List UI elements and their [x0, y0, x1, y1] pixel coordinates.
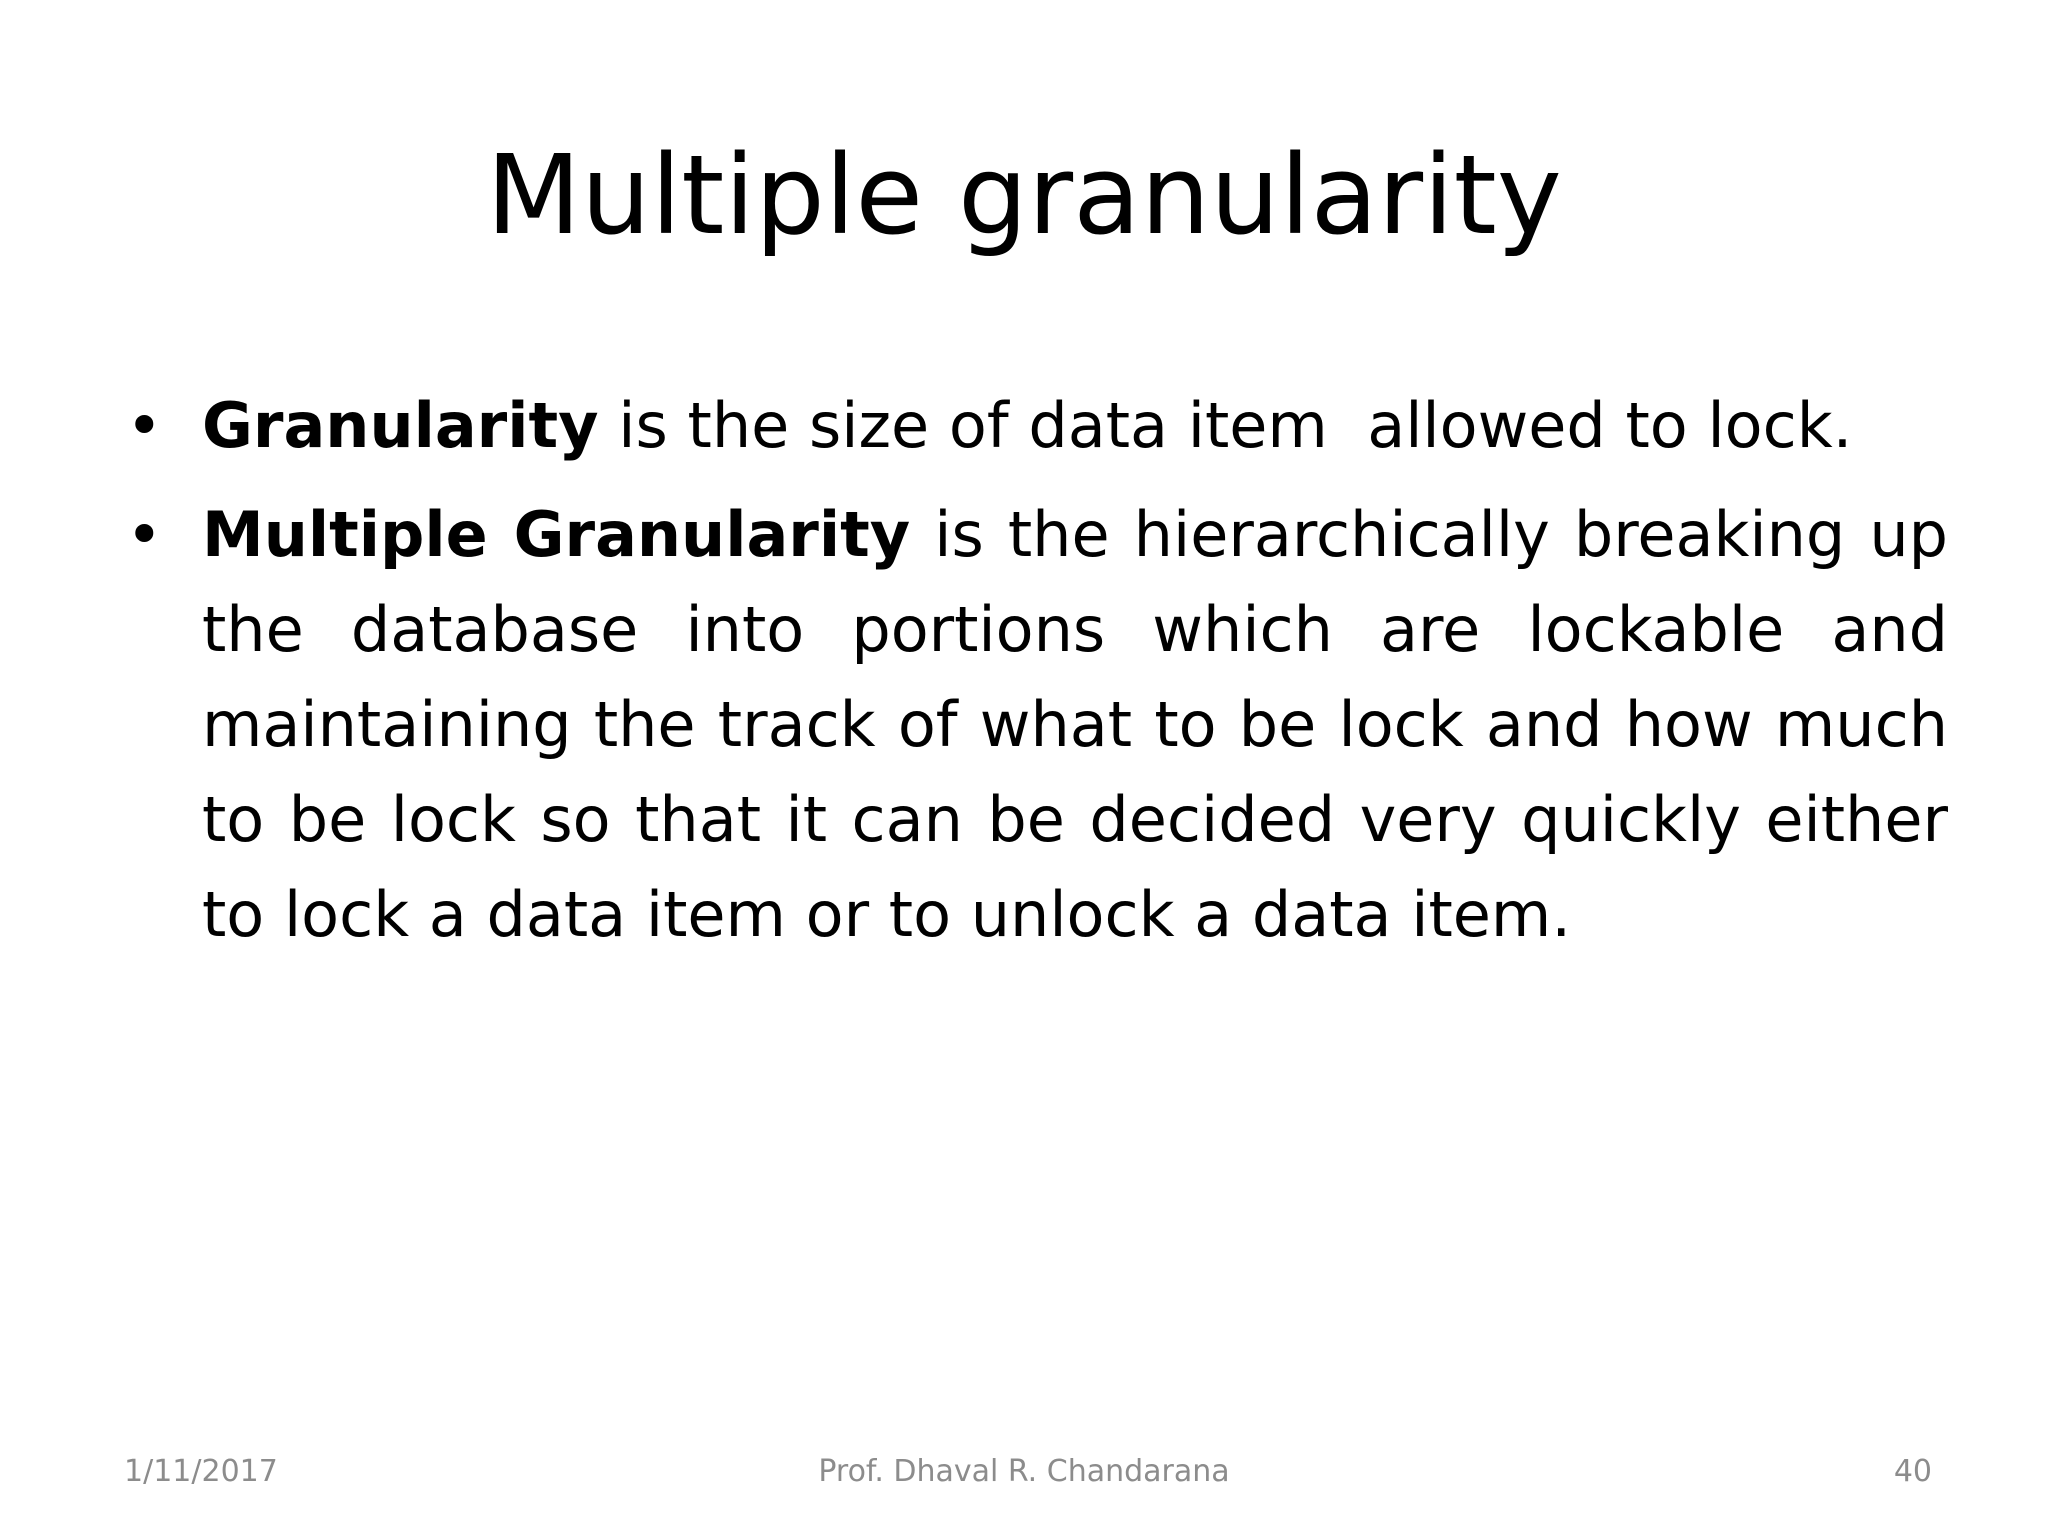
bullet-text: is the hierarchically breaking up the database into portions which are lockable and maintaining the track of what to be lock and how much to be lock so that it can be decided very quickly either to lock a data item or to unlock a data item.: [202, 498, 1948, 951]
footer-author: Prof. Dhaval R. Chandarana: [818, 1454, 1230, 1489]
bullet-term: Granularity: [202, 389, 599, 462]
bullet-list: [118, 378, 1948, 976]
bullet-item-granularity: [118, 378, 1948, 473]
footer-date: 1/11/2017: [124, 1454, 278, 1489]
bullet-item-multiple-granularity: [118, 487, 1948, 962]
bullet-icon: •: [126, 498, 163, 571]
bullet-icon: •: [126, 389, 163, 462]
footer-page-number: 40: [1893, 1454, 1932, 1489]
bullet-term: Multiple Granularity: [202, 498, 911, 571]
bullet-text: is the size of data item allowed to lock.: [598, 389, 1853, 462]
slide-title: Multiple granularity: [486, 131, 1562, 259]
